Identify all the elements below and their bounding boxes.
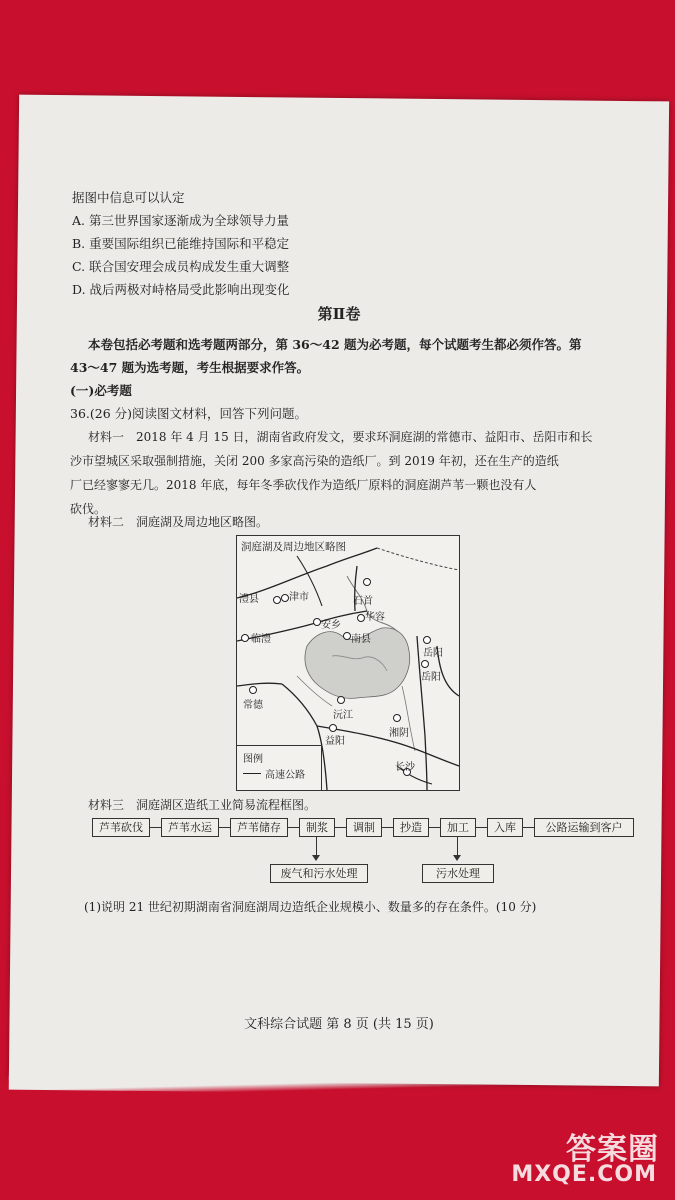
- option-a: A. 第三世界国家逐渐成为全球领导力量: [72, 213, 289, 228]
- city-marker: [343, 632, 351, 640]
- city-marker: [363, 578, 371, 586]
- section-instructions-2: 43～47 题为选考题，考生根据要求作答。: [70, 360, 310, 375]
- page-footer: 文科综合试题 第 8 页 (共 15 页): [244, 1017, 434, 1032]
- flow-step: 制浆: [299, 818, 335, 837]
- watermark-main: 答案圈: [566, 1132, 659, 1167]
- material1-line2: 沙市望城区采取强制措施，关闭 200 多家高污染的造纸厂。到 2019 年初，还在生产的造纸: [70, 454, 559, 468]
- paper-content: [14, 98, 664, 1083]
- section-title: 第Ⅱ卷: [317, 305, 361, 323]
- option-d: D. 战后两极对峙格局受此影响出现变化: [72, 282, 290, 297]
- city-yiyang: 益阳: [325, 736, 345, 747]
- flow-connector: [428, 827, 440, 828]
- city-marker: [273, 596, 281, 604]
- dongting-map: [236, 535, 460, 791]
- flow-connector: [218, 827, 230, 828]
- city-yueyang-top: 岳阳: [423, 648, 443, 659]
- city-marker: [313, 618, 321, 626]
- city-shishou: 石首: [353, 596, 373, 607]
- flow-step: 芦苇储存: [230, 818, 288, 837]
- city-nanxian: 南县: [351, 634, 371, 645]
- flow-branch: [316, 836, 317, 856]
- city-jinshi: 津市: [289, 592, 309, 603]
- flow-connector: [149, 827, 161, 828]
- city-marker: [337, 696, 345, 704]
- city-yueyang: 岳阳: [421, 672, 441, 683]
- city-huarong: 华容: [365, 612, 385, 623]
- city-marker: [281, 594, 289, 602]
- arrow-down-icon: [453, 855, 461, 861]
- material1-line1: 材料一 2018 年 4 月 15 日，湖南省政府发文，要求环洞庭湖的常德市、益阳市、岳阳市和长: [88, 430, 593, 444]
- city-marker: [249, 686, 257, 694]
- material3: 材料三 洞庭湖区造纸工业简易流程框图。: [88, 798, 317, 812]
- arrow-down-icon: [312, 855, 320, 861]
- city-xiangyin: 湘阴: [389, 728, 409, 739]
- city-anxiang: 安乡: [321, 620, 341, 631]
- city-linli: 临澧: [251, 634, 271, 645]
- question-intro: 据图中信息可以认定: [72, 190, 185, 205]
- treatment-box-2: 污水处理: [422, 864, 494, 883]
- city-changsha: 长沙: [395, 762, 415, 773]
- sub-question-1: (1)说明 21 世纪初期湖南省洞庭湖周边造纸企业规模小、数量多的存在条件。(10 分): [84, 900, 537, 914]
- material1-line4: 砍伐。: [70, 502, 107, 516]
- legend-title: 图例: [243, 754, 263, 765]
- flow-step: 入库: [487, 818, 523, 837]
- flow-step: 芦苇水运: [161, 818, 219, 837]
- option-b: B. 重要国际组织已能维持国际和平稳定: [72, 236, 290, 251]
- flow-step: 调制: [346, 818, 382, 837]
- flow-step: 加工: [440, 818, 476, 837]
- city-marker: [423, 636, 431, 644]
- legend-highway-line: [243, 773, 261, 774]
- required-label: (一)必考题: [70, 383, 132, 398]
- q36-header: 36.(26 分)阅读图文材料，回答下列问题。: [70, 406, 308, 421]
- flow-connector: [381, 827, 393, 828]
- material2: 材料二 洞庭湖及周边地区略图。: [88, 515, 269, 529]
- city-marker: [329, 724, 337, 732]
- flow-connector: [334, 827, 346, 828]
- site-watermark: [513, 1122, 663, 1192]
- option-c: C. 联合国安理会成员构成发生重大调整: [72, 259, 290, 274]
- city-marker: [357, 614, 365, 622]
- map-title: 洞庭湖及周边地区略图: [241, 541, 346, 553]
- flow-step: 公路运输到客户: [534, 818, 634, 837]
- legend-highway-label: 高速公路: [265, 770, 305, 781]
- map-legend: [237, 745, 322, 790]
- treatment-box-1: 废气和污水处理: [270, 864, 368, 883]
- flow-step: 芦苇砍伐: [92, 818, 150, 837]
- flow-branch: [457, 836, 458, 856]
- material1-line3: 厂已经寥寥无几。2018 年底，每年冬季砍伐作为造纸厂原料的洞庭湖芦苇一颗也没有人: [70, 478, 537, 492]
- flow-connector: [475, 827, 487, 828]
- city-yuanjiang: 沅江: [333, 710, 353, 721]
- flow-connector: [522, 827, 534, 828]
- city-lixian: 澧县: [239, 594, 259, 605]
- section-instructions-1: 本卷包括必考题和选考题两部分，第 36～42 题为必考题，每个试题考生都必须作答。第: [88, 337, 582, 352]
- flow-step: 抄造: [393, 818, 429, 837]
- city-marker: [421, 660, 429, 668]
- watermark-sub: MXQE.COM: [511, 1162, 657, 1187]
- city-changde: 常德: [243, 700, 263, 711]
- flow-connector: [287, 827, 299, 828]
- city-marker: [241, 634, 249, 642]
- city-marker: [393, 714, 401, 722]
